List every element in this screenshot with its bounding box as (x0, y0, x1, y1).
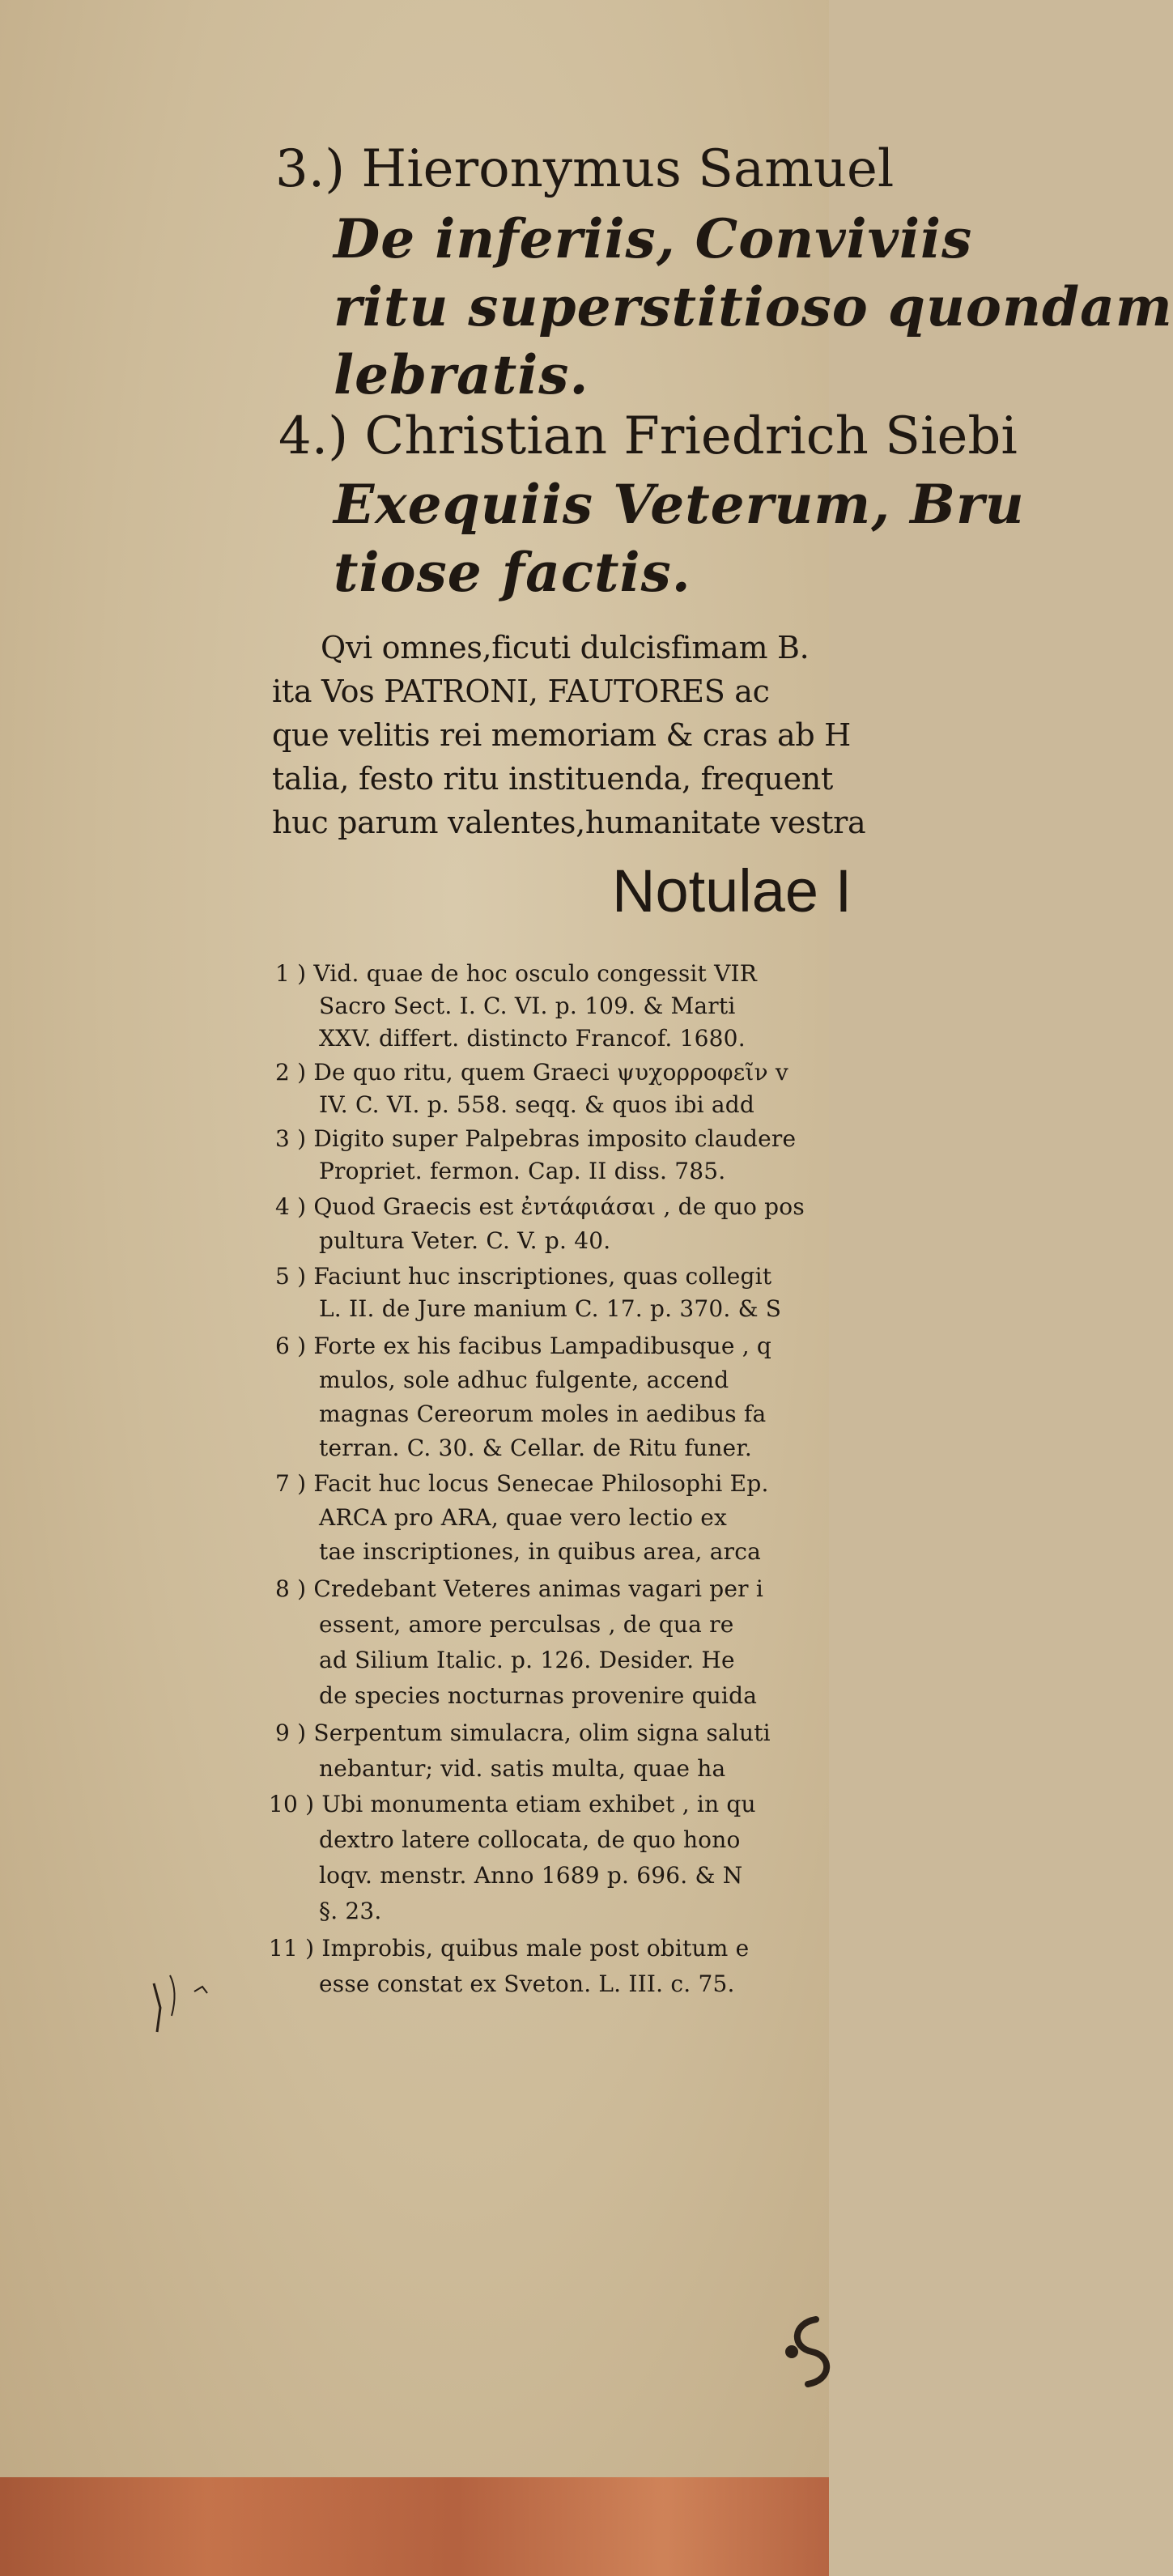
note-line: Sacro Sect. I. C. VI. p. 109. & Marti (319, 993, 736, 1019)
note-line: essent, amore perculsas , de qua re (319, 1611, 734, 1638)
title-line-5: 4.) Christian Friedrich Siebi (278, 406, 1018, 466)
note-line: magnas Cereorum moles in aedibus fa (319, 1401, 767, 1427)
body-line: talia, festo ritu instituenda, frequent (272, 761, 833, 797)
title-line-4: lebratis. (334, 343, 589, 406)
title-line-2: De inferiis, Conviviis (334, 207, 973, 270)
notes-heading: Notulae I (612, 857, 852, 925)
note-line: 7 ) Facit huc locus Senecae Philosophi Ep. (275, 1470, 769, 1497)
note-line: 11 ) Improbis, quibus male post obitum e (269, 1935, 750, 1962)
note-line: 9 ) Serpentum simulacra, olim signa saluti (275, 1719, 771, 1746)
note-line: 10 ) Ubi monumenta etiam exhibet , in qu (269, 1791, 756, 1817)
note-line: ad Silium Italic. p. 126. Desider. He (319, 1647, 735, 1673)
note-line: 2 ) De quo ritu, quem Graeci ψυχορροφεῖν v (275, 1059, 788, 1086)
note-line: dextro latere collocata, de quo hono (319, 1826, 741, 1853)
body-line: Qvi omnes,ficuti dulcisfimam B. (321, 630, 810, 665)
title-line-7: tiose factis. (334, 541, 691, 604)
note-line: tae inscriptiones, in quibus area, arca (319, 1538, 761, 1565)
note-line: 3 ) Digito super Palpebras imposito claudere (275, 1125, 797, 1152)
title-line-3: ritu superstitioso quondam (334, 275, 1173, 338)
note-line: nebantur; vid. satis multa, quae ha (319, 1755, 726, 1782)
note-line: 8 ) Credebant Veteres animas vagari per i (275, 1575, 763, 1602)
body-line: huc parum valentes,humanitate vestra (272, 805, 866, 840)
note-line: loqv. menstr. Anno 1689 p. 696. & N (319, 1862, 743, 1889)
note-line: 1 ) Vid. quae de hoc osculo congessit VIR (275, 960, 758, 987)
note-line: IV. C. VI. p. 558. seqq. & quos ibi add (319, 1091, 755, 1118)
note-line: L. II. de Jure manium C. 17. p. 370. & S (319, 1295, 782, 1322)
body-line: que velitis rei memoriam & cras ab H (272, 717, 852, 753)
note-line: ARCA pro ARA, quae vero lectio ex (319, 1504, 728, 1531)
note-line: de species nocturnas provenire quida (319, 1682, 758, 1709)
note-line: pultura Veter. C. V. p. 40. (319, 1227, 611, 1254)
note-line: esse constat ex Sveton. L. III. c. 75. (319, 1970, 735, 1997)
note-line: Propriet. fermon. Cap. II diss. 785. (319, 1158, 726, 1184)
ornament-icon (776, 2307, 829, 2396)
title-line-6: Exequiis Veterum, Bru (334, 473, 1025, 536)
body-line: ita Vos PATRONI, FAUTORES ac (272, 674, 770, 709)
margin-ink-marks (146, 1959, 227, 2056)
note-line: 5 ) Faciunt huc inscriptiones, quas collegit (275, 1263, 772, 1290)
title-line-1: 3.) Hieronymus Samuel (275, 139, 895, 199)
note-line: XXV. differt. distincto Francof. 1680. (319, 1025, 746, 1052)
note-line: mulos, sole adhuc fulgente, accend (319, 1367, 729, 1393)
note-line: 4 ) Quod Graecis est ἐντάφιάσαι , de quo pos (275, 1193, 805, 1220)
note-line: §. 23. (319, 1898, 382, 1924)
note-line: 6 ) Forte ex his facibus Lampadibusque , q (275, 1333, 772, 1359)
note-line: terran. C. 30. & Cellar. de Ritu funer. (319, 1435, 752, 1461)
